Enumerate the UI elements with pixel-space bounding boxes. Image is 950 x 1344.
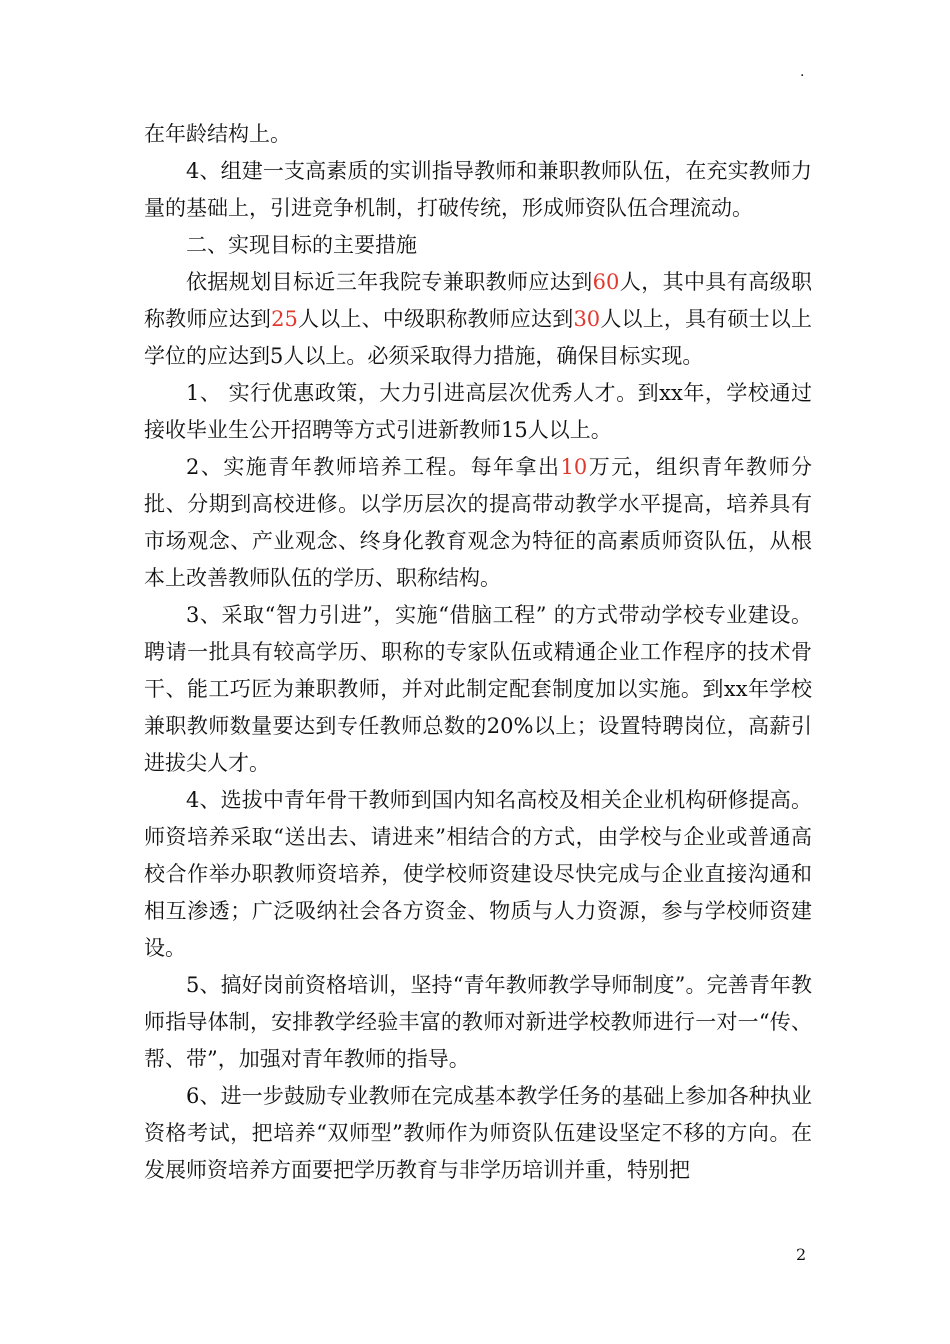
targets-text-b: 人，其中具有高级职称教师应达到 <box>144 270 813 331</box>
paragraph-measure-3: 3、采取“智力引进”，实施“借脑工程” 的方式带动学校专业建设。聘请一批具有较高学历、职称的专家队伍或精通企业工作程序的技术骨干、能工巧匠为兼职教师，并对此制定配套制度加以实施。到xx年学校兼职教师数量要达到专任教师总数的20%以上；设置特聘岗位，高薪引进拔尖人才。 <box>144 603 812 775</box>
paragraph-continuation: 在年龄结构上。 <box>144 122 291 146</box>
paragraph-measure-1: 1、 实行优惠政策，大力引进高层次优秀人才。到xx年，学校通过接收毕业生公开招聘等方式引进新教师15人以上。 <box>144 381 812 442</box>
measure-2-amount: 10 <box>560 455 588 479</box>
paragraph-goal-4: 4、组建一支高素质的实训指导教师和兼职教师队伍，在充实教师力量的基础上，引进竞争机制，打破传统，形成师资队伍合理流动。 <box>144 159 812 220</box>
measure-2-text-b: 万元，组织青年教师分批、分期到高校进修。以学历层次的提高带动教学水平提高，培养具有市场观念、产业观念、终身化教育观念为特征的高素质师资队伍，从根本上改善教师队伍的学历、职称结构。 <box>144 455 813 590</box>
paragraph-measure-5: 5、搞好岗前资格培训，坚持“青年教师教学导师制度”。完善青年教师指导体制，安排教学经验丰富的教师对新进学校教师进行一对一“传、帮、带”，加强对青年教师的指导。 <box>144 973 812 1071</box>
paragraph-measure-2 <box>144 449 812 597</box>
targets-text-a: 依据规划目标近三年我院专兼职教师应达到 <box>186 270 593 294</box>
section-heading-measures: 二、实现目标的主要措施 <box>186 233 417 257</box>
paragraph-measure-6: 6、进一步鼓励专业教师在完成基本教学任务的基础上参加各种执业资格考试，把培养“双师型”教师作为师资队伍建设坚定不移的方向。在发展师资培养方面要把学历教育与非学历培训并重，特别把 <box>144 1084 812 1182</box>
target-number-total: 60 <box>592 270 620 294</box>
header-mark: . <box>800 64 805 80</box>
document-body <box>144 116 812 1189</box>
measure-2-text-a: 2、实施青年教师培养工程。每年拿出 <box>186 455 561 479</box>
targets-text-c: 人以上、中级职称教师应达到 <box>297 307 574 331</box>
target-number-senior: 25 <box>271 307 298 331</box>
targets-text-d: 人以上，具有硕士以上学位的应达到5人以上。必须采取得力措施，确保目标实现。 <box>144 307 813 368</box>
page-number: 2 <box>796 1245 807 1264</box>
paragraph-measure-4: 4、选拔中青年骨干教师到国内知名高校及相关企业机构研修提高。师资培养采取“送出去、请进来”相结合的方式，由学校与企业或普通高校合作举办职教师资培养，使学校师资建设尽快完成与企业直接沟通和相互渗透；广泛吸纳社会各方资金、物质与人力资源，参与学校师资建设。 <box>144 788 812 960</box>
target-number-intermediate: 30 <box>573 307 601 331</box>
paragraph-targets <box>144 264 812 375</box>
